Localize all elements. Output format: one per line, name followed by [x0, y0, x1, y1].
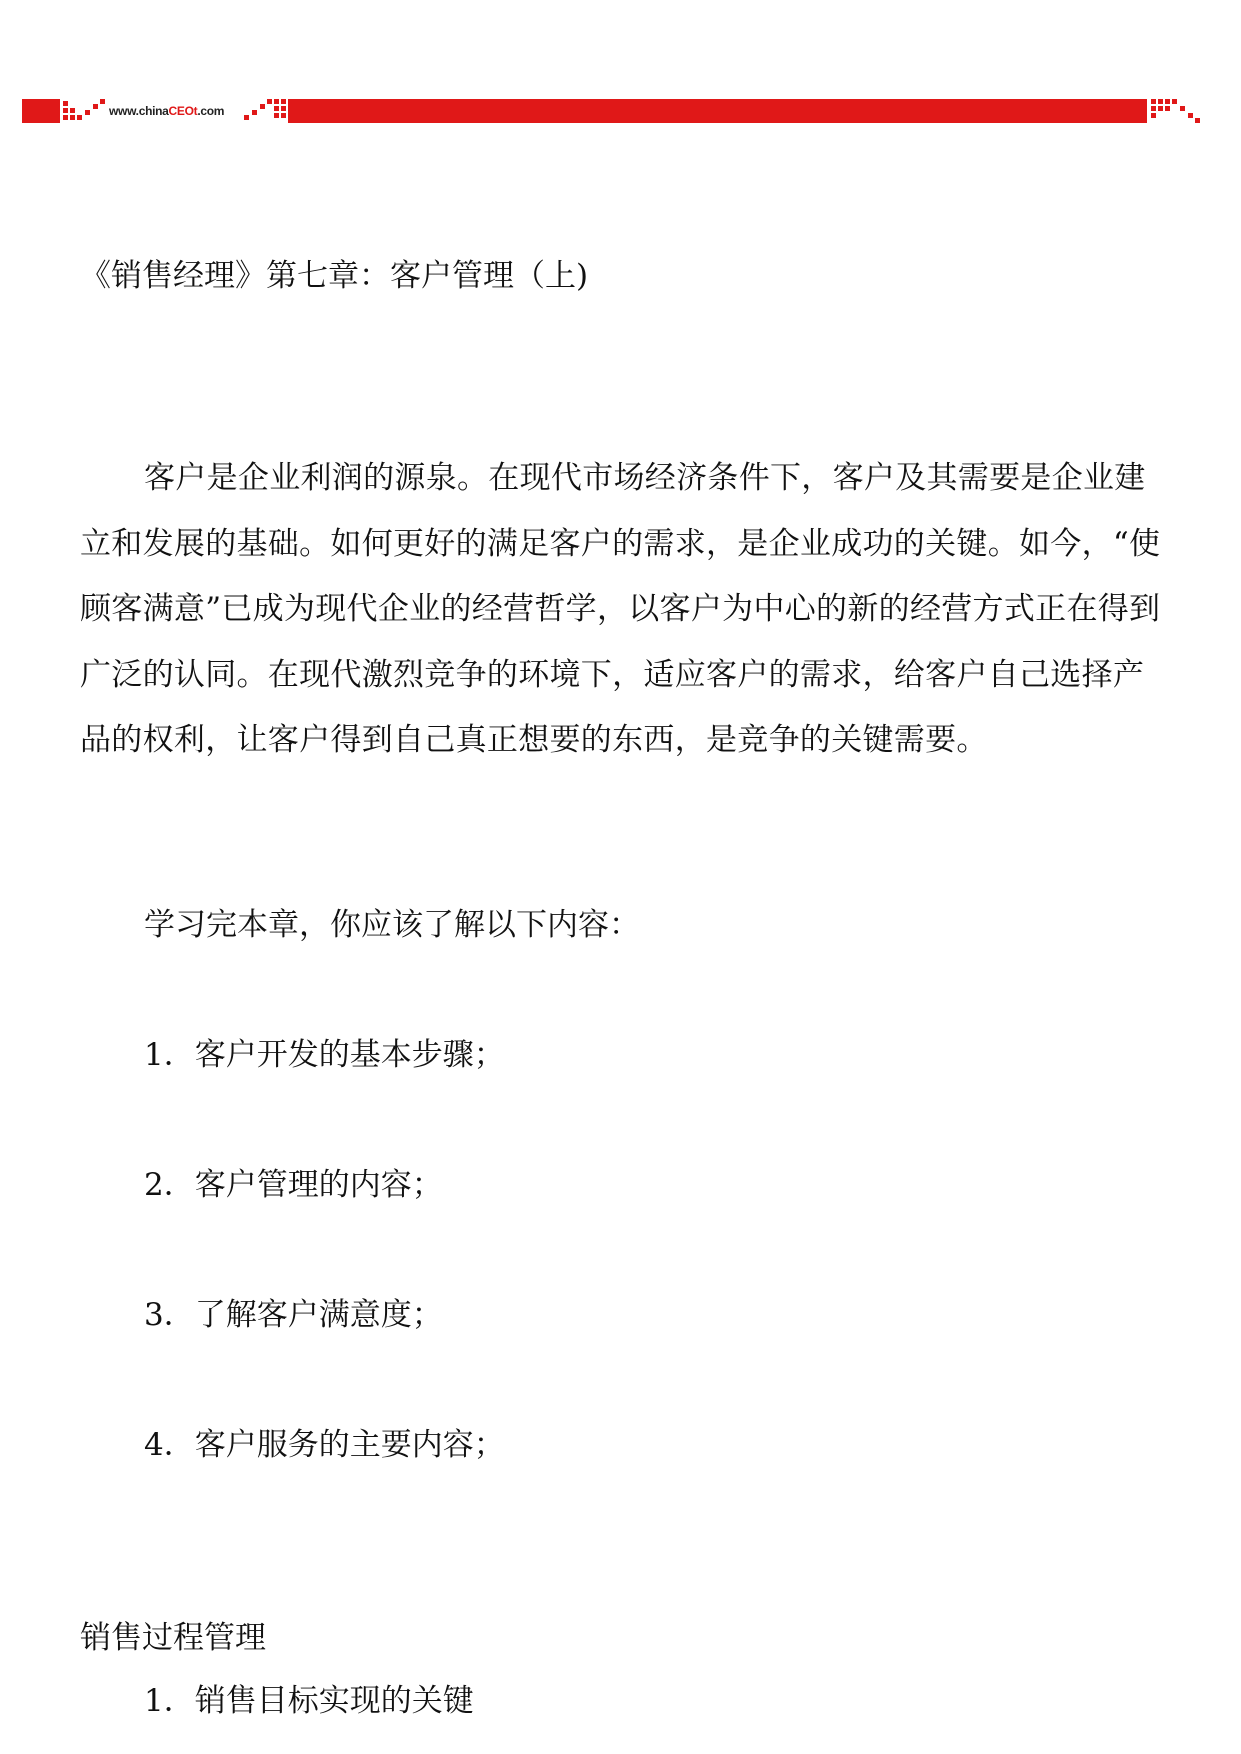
- banner-main-bar: [288, 99, 1147, 123]
- objective-item: 1．客户开发的基本步骤；: [144, 1037, 505, 1073]
- banner-pixel: [1188, 113, 1193, 118]
- banner-pixel: [274, 106, 279, 111]
- banner-pixel: [274, 99, 279, 104]
- banner-pixel: [70, 108, 75, 113]
- site-url: www.chinaCEOt.com: [109, 104, 225, 118]
- banner-pixel: [1165, 106, 1170, 111]
- banner-pixel: [244, 115, 249, 120]
- banner-pixel: [1165, 99, 1170, 104]
- banner-pixel: [1180, 106, 1185, 111]
- banner-left-block: [22, 99, 60, 123]
- banner-pixel: [70, 115, 75, 120]
- banner-pixel: [77, 115, 82, 120]
- banner-pixel: [1151, 99, 1156, 104]
- banner-pixel: [1172, 99, 1177, 104]
- banner-pixel: [1151, 113, 1156, 118]
- banner-pixel: [1151, 106, 1156, 111]
- banner-pixel: [281, 99, 286, 104]
- banner-pixel: [63, 108, 68, 113]
- banner-pixel: [85, 110, 90, 115]
- banner-pixel: [1195, 118, 1200, 123]
- banner-pixel: [93, 104, 98, 109]
- objective-item: 4．客户服务的主要内容；: [144, 1427, 505, 1463]
- header-banner: [0, 96, 1241, 126]
- banner-pixel: [267, 99, 272, 104]
- intro-paragraph: 客户是企业利润的源泉。在现代市场经济条件下，客户及其需要是企业建立和发展的基础。如何更好的满足客户的需求，是企业成功的关键。如今，“使顾客满意”已成为现代企业的经营哲学，以客户为中心的新的经营方式正在得到广泛的认同。在现代激烈竞争的环境下，适应客户的需求，给客户自己选择产品的权利，让客户得到自己真正想要的东西，是竞争的关键需要。: [80, 460, 1161, 758]
- banner-pixel: [260, 104, 265, 109]
- banner-pixel: [252, 110, 257, 115]
- banner-pixel: [1158, 106, 1163, 111]
- banner-pixel: [63, 101, 68, 106]
- banner-pixel: [1158, 99, 1163, 104]
- section-heading: 销售过程管理: [80, 1620, 266, 1656]
- section-item: 1．销售目标实现的关键: [144, 1683, 474, 1719]
- objectives-intro: 学习完本章，你应该了解以下内容：: [144, 907, 640, 943]
- banner-pixel: [274, 113, 279, 118]
- banner-pixel: [100, 99, 105, 104]
- objective-item: 3．了解客户满意度；: [144, 1297, 443, 1333]
- banner-pixel: [281, 113, 286, 118]
- objective-item: 2．客户管理的内容；: [144, 1167, 443, 1203]
- banner-pixel: [63, 115, 68, 120]
- banner-pixel: [281, 106, 286, 111]
- document-title: 《销售经理》第七章：客户管理（上): [80, 258, 589, 294]
